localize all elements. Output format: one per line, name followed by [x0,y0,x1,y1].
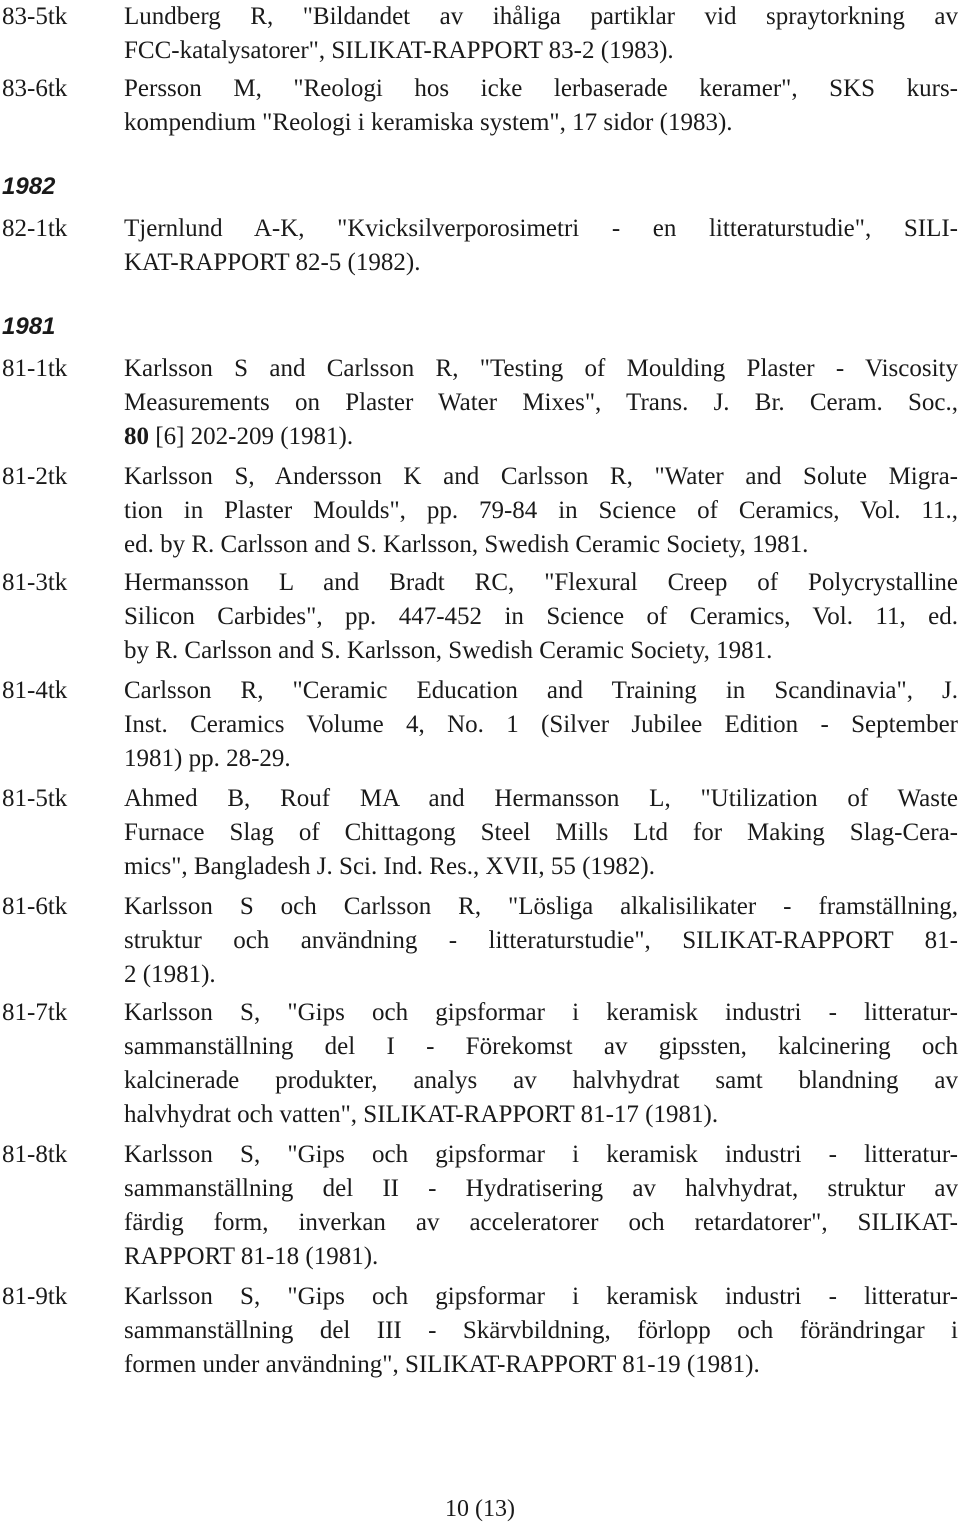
reference-line: Inst. Ceramics Volume 4, No. 1 (Silver Jubilee Edition - September [124,711,958,738]
reference-line: FCC-katalysatorer", SILIKAT-RAPPORT 83-2 (1983). [124,37,674,64]
reference-text [124,782,958,884]
reference-line: struktur och användning - litteraturstudie", SILIKAT-RAPPORT 81- [124,927,958,954]
reference-text [124,0,958,68]
reference-id: 82-1tk [2,215,68,242]
reference-line: Lundberg R, "Bildandet av ihåliga partiklar vid spraytorkning av [124,3,958,30]
reference-line: Furnace Slag of Chittagong Steel Mills Ltd for Making Slag-Cera- [124,819,958,846]
reference-line [124,420,958,454]
reference-line: Silicon Carbides", pp. 447-452 in Science of Ceramics, Vol. 11, ed. [124,603,958,630]
reference-line: sammanställning del I - Förekomst av gipssten, kalcinering och [124,1033,958,1060]
reference-id: 81-4tk [2,677,68,704]
reference-line: ed. by R. Carlsson and S. Karlsson, Swedish Ceramic Society, 1981. [124,531,809,558]
reference-line: tion in Plaster Moulds", pp. 79-84 in Science of Ceramics, Vol. 11., [124,497,958,524]
reference-line: Ahmed B, Rouf MA and Hermansson L, "Utilization of Waste [124,785,958,812]
reference-text [124,1280,958,1382]
reference-line: formen under användning", SILIKAT-RAPPORT 81-19 (1981). [124,1351,760,1378]
reference-id: 81-1tk [2,355,68,382]
reference-id: 81-3tk [2,569,68,596]
reference-line: halvhydrat och vatten", SILIKAT-RAPPORT 81-17 (1981). [124,1101,719,1128]
reference-id: 83-6tk [2,75,68,102]
reference-line: Karlsson S, "Gips och gipsformar i keramisk industri - litteratur- [124,1141,958,1168]
reference-line: Karlsson S, "Gips och gipsformar i keramisk industri - litteratur- [124,1283,958,1310]
reference-text [124,566,958,668]
reference-text [124,72,958,140]
reference-line: färdig form, inverkan av acceleratorer och retardatorer", SILIKAT- [124,1209,958,1236]
year-heading-1981: 1981 [2,313,56,340]
reference-line: by R. Carlsson and S. Karlsson, Swedish Ceramic Society, 1981. [124,637,773,664]
reference-id: 81-8tk [2,1141,68,1168]
reference-id: 81-9tk [2,1283,68,1310]
reference-text [124,212,958,280]
reference-line: 2 (1981). [124,961,216,988]
reference-line: Carlsson R, "Ceramic Education and Training in Scandinavia", J. [124,677,958,704]
reference-id: 81-2tk [2,463,68,490]
journal-volume: 80 [124,423,149,450]
reference-line: kalcinerade produkter, analys av halvhydrat samt blandning av [124,1067,958,1094]
reference-line-rest: [6] 202-209 (1981). [149,423,354,450]
reference-text [124,674,958,776]
reference-line: kompendium "Reologi i keramiska system", 17 sidor (1983). [124,109,733,136]
year-heading-1982: 1982 [2,173,56,200]
reference-id: 81-6tk [2,893,68,920]
reference-line: RAPPORT 81-18 (1981). [124,1243,379,1270]
reference-line: Persson M, "Reologi hos icke lerbaserade keramer", SKS kurs- [124,75,958,102]
reference-text [124,1138,958,1274]
reference-line: KAT-RAPPORT 82-5 (1982). [124,249,421,276]
reference-line: Hermansson L and Bradt RC, "Flexural Creep of Polycrystalline [124,569,958,596]
reference-id: 81-7tk [2,999,68,1026]
page-number: 10 (13) [445,1496,515,1522]
reference-line: mics", Bangladesh J. Sci. Ind. Res., XVII, 55 (1982). [124,853,655,880]
reference-id: 81-5tk [2,785,68,812]
reference-line: sammanställning del II - Hydratisering av halvhydrat, struktur av [124,1175,958,1202]
reference-line: Karlsson S, "Gips och gipsformar i keramisk industri - litteratur- [124,999,958,1026]
reference-line: 1981) pp. 28-29. [124,745,291,772]
reference-id: 83-5tk [2,3,68,30]
reference-line: Tjernlund A-K, "Kvicksilverporosimetri - en litteraturstudie", SILI- [124,215,958,242]
reference-text [124,890,958,992]
reference-line: Measurements on Plaster Water Mixes", Trans. J. Br. Ceram. Soc., [124,389,958,416]
reference-line: sammanställning del III - Skärvbildning, förlopp och förändringar i [124,1317,958,1344]
reference-text [124,460,958,562]
reference-text [124,352,958,454]
reference-line: Karlsson S, Andersson K and Carlsson R, "Water and Solute Migra- [124,463,958,490]
reference-line: Karlsson S and Carlsson R, "Testing of Moulding Plaster - Viscosity [124,355,958,382]
reference-line: Karlsson S och Carlsson R, "Lösliga alkalisilikater - framställning, [124,893,958,920]
reference-text [124,996,958,1132]
